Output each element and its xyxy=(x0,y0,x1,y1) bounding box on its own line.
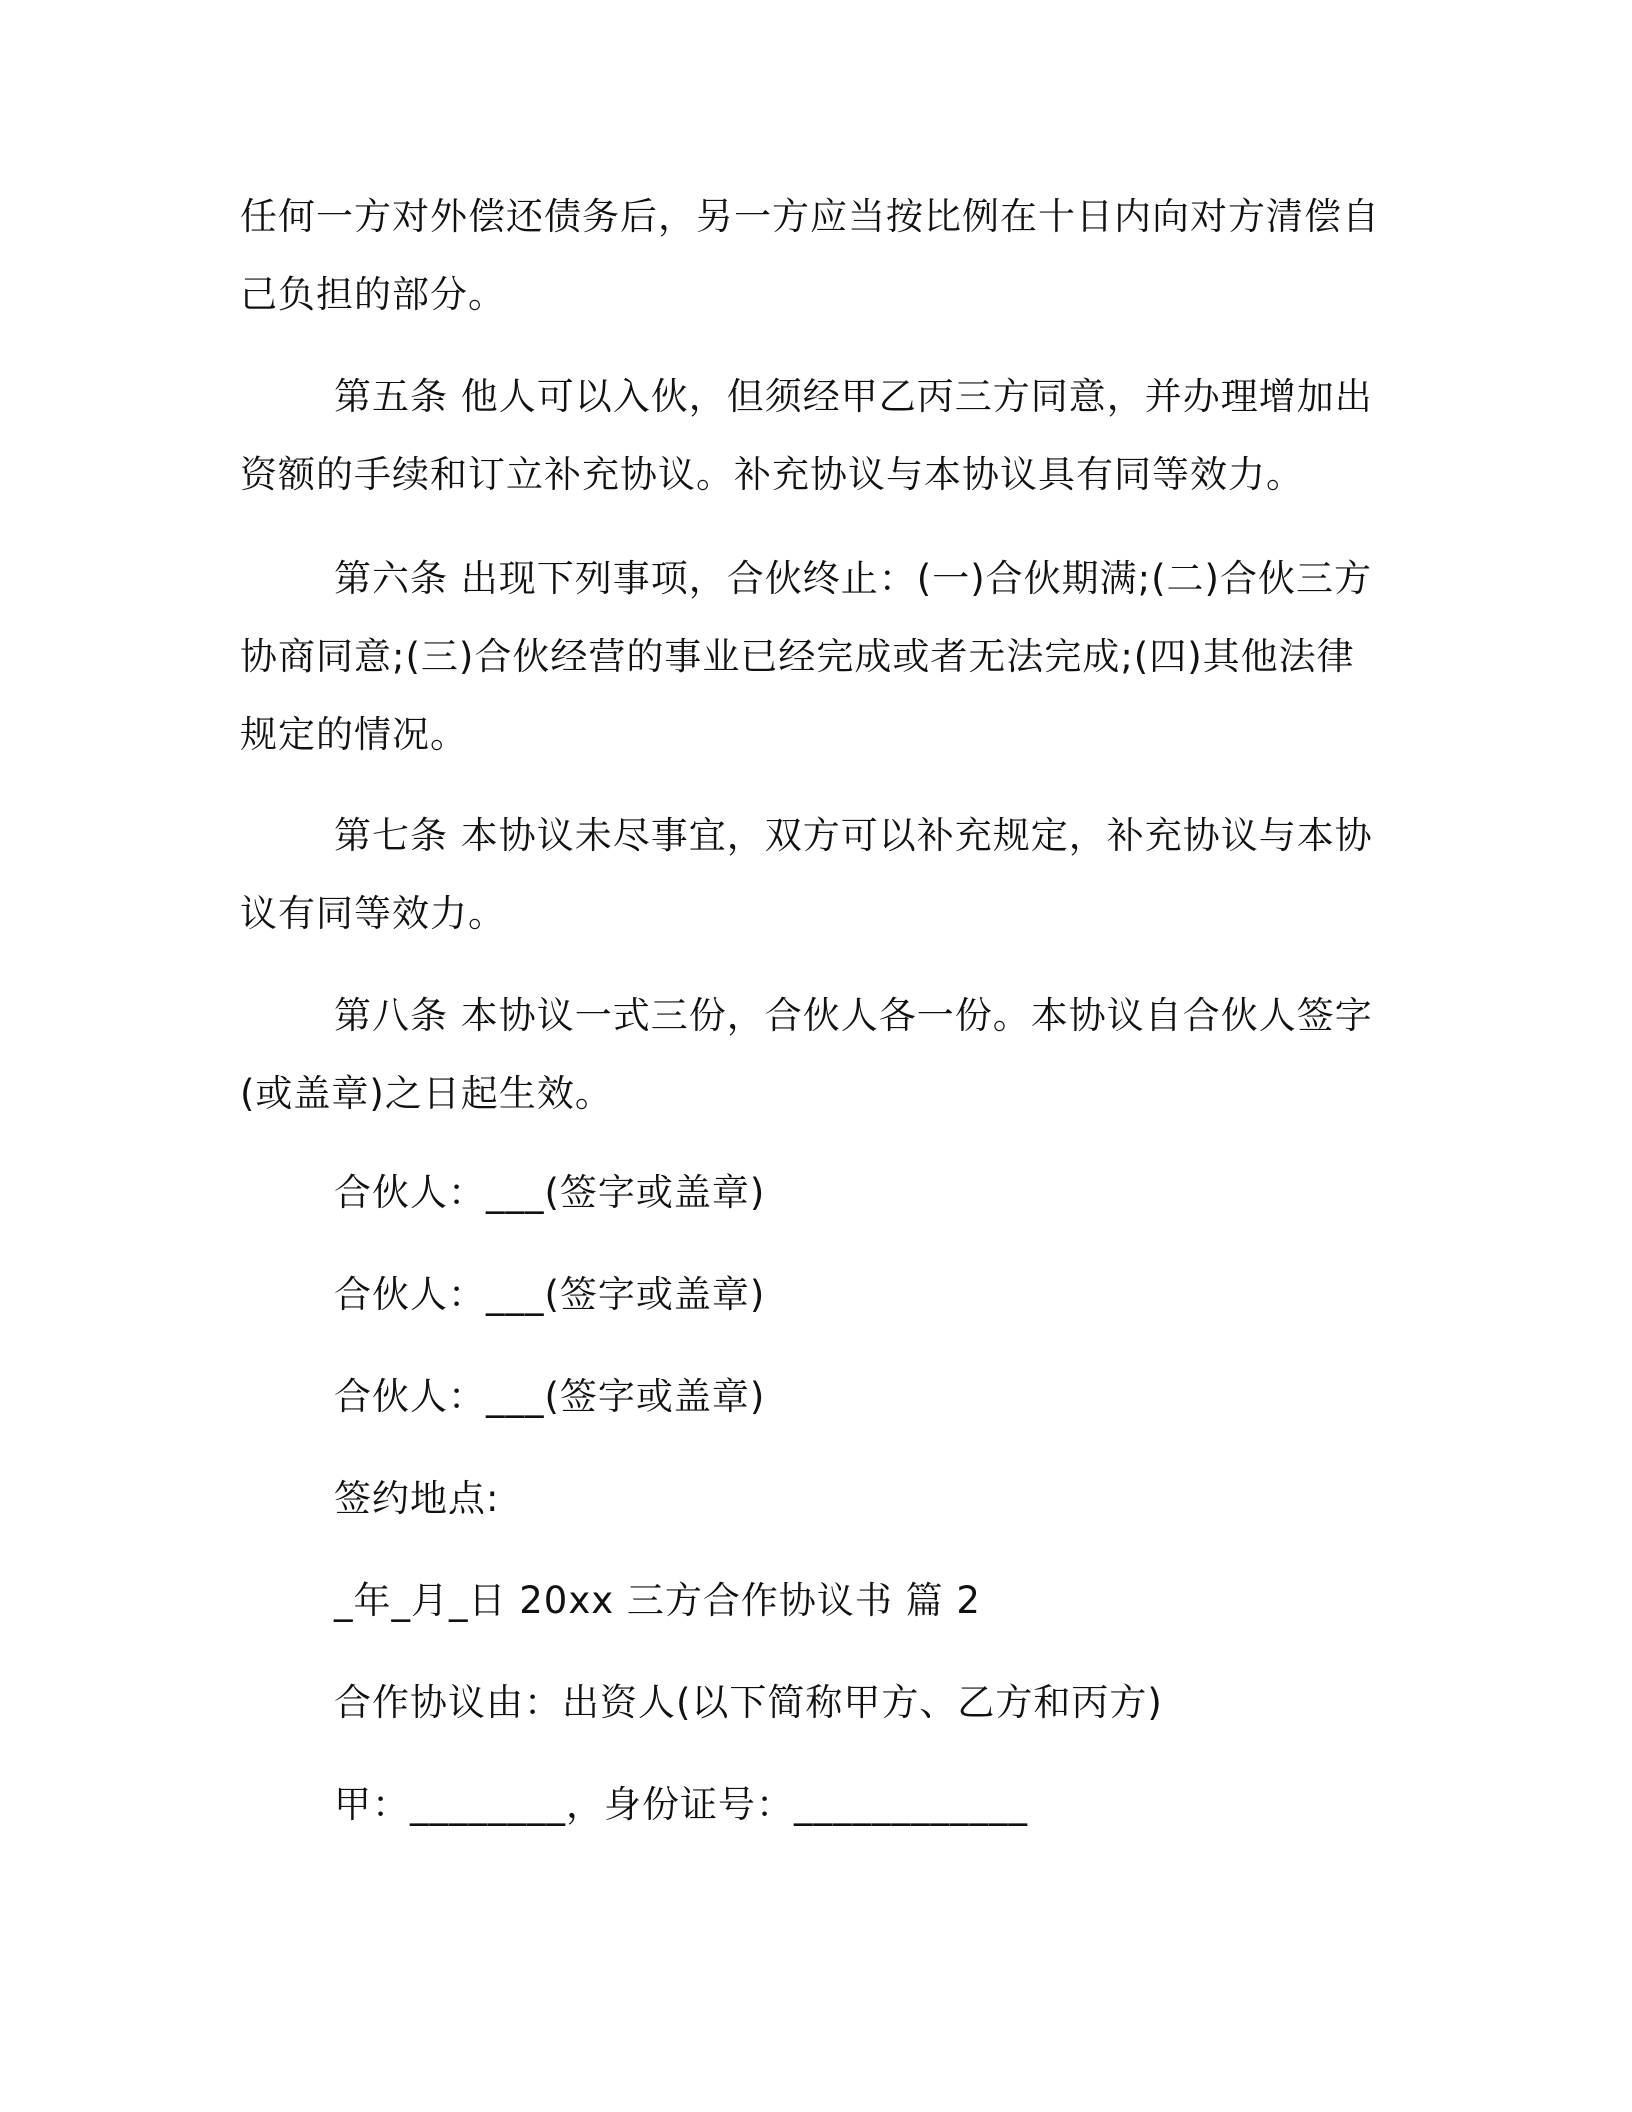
partner-signature-line: 合伙人：___(签字或盖章) xyxy=(334,1171,766,1214)
paragraph-continuation: 任何一方对外偿还债务后，另一方应当按比例在十日内向对方清偿自己负担的部分。 xyxy=(240,195,1380,316)
partner-signature-line: 合伙人：___(签字或盖章) xyxy=(334,1375,766,1418)
agreement-intro-line: 合作协议由：出资人(以下简称甲方、乙方和丙方) xyxy=(334,1681,1163,1724)
date-and-title-line: _年_月_日 20xx 三方合作协议书 篇 2 xyxy=(334,1579,981,1622)
article-7-paragraph: 第七条 本协议未尽事宜，双方可以补充规定，补充协议与本协议有同等效力。 xyxy=(240,814,1373,935)
party-a-line: 甲：________，身份证号：____________ xyxy=(334,1783,1028,1826)
article-8-paragraph: 第八条 本协议一式三份，合伙人各一份。本协议自合伙人签字(或盖章)之日起生效。 xyxy=(240,994,1373,1115)
article-5-paragraph: 第五条 他人可以入伙，但须经甲乙丙三方同意，并办理增加出资额的手续和订立补充协议。补充协议与本协议具有同等效力。 xyxy=(240,375,1373,496)
partner-signature-line: 合伙人：___(签字或盖章) xyxy=(334,1273,766,1316)
sign-place-line: 签约地点: xyxy=(334,1477,500,1520)
article-6-paragraph: 第六条 出现下列事项，合伙终止：(一)合伙期满;(二)合伙三方协商同意;(三)合伙经营的事业已经完成或者无法完成;(四)其他法律规定的情况。 xyxy=(240,557,1372,756)
